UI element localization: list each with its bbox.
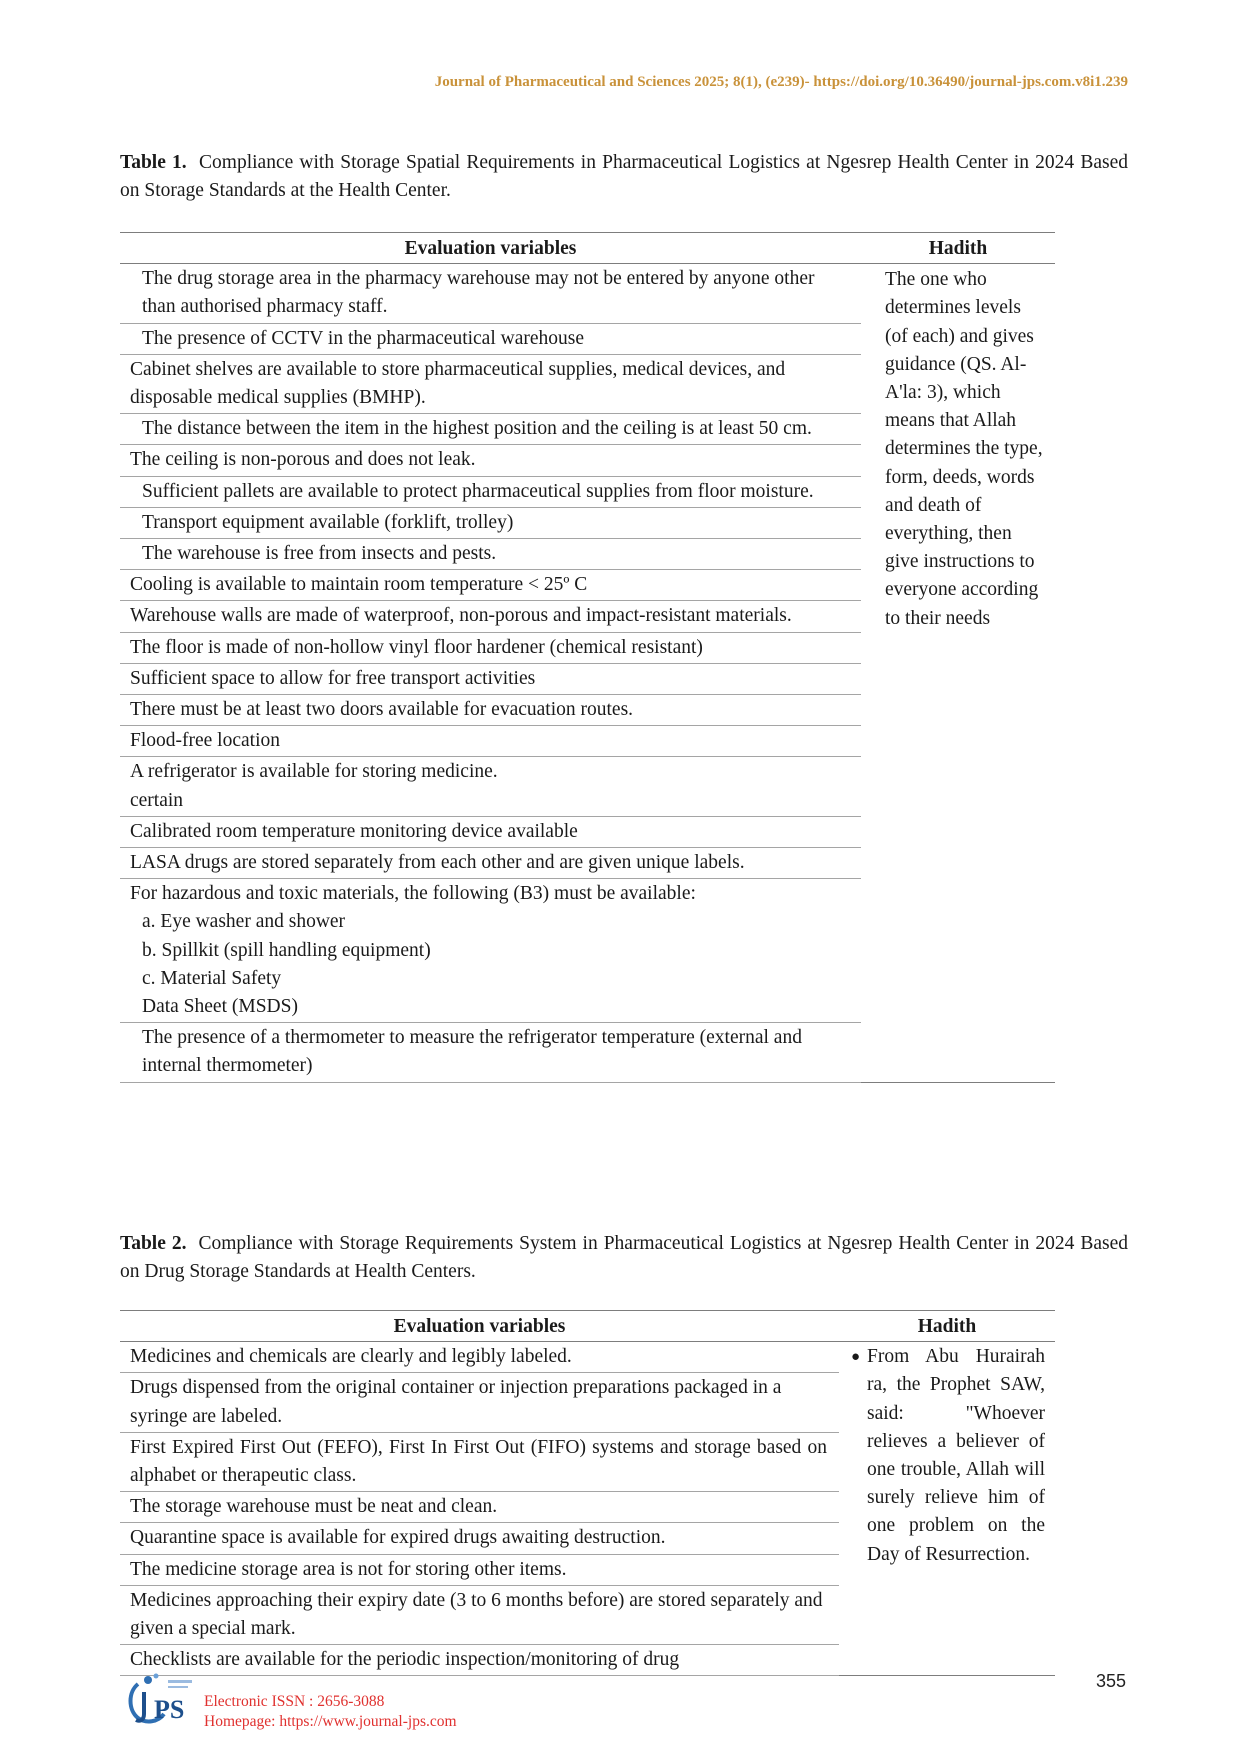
- table1: [120, 232, 1055, 1083]
- running-head: Journal of Pharmaceutical and Sciences 2025; 8(1), (e239)- https://doi.org/10.36490/journal-jps.com.v8i1.239: [434, 74, 1128, 90]
- table2-cell-variable: Checklists are available for the periodic inspection/monitoring of drug: [120, 1645, 839, 1676]
- bullet-icon: ●: [851, 1349, 861, 1366]
- table1-cell-variable: The presence of a thermometer to measure the refrigerator temperature (external and internal thermometer): [120, 1023, 861, 1082]
- table2-caption-text: Compliance with Storage Requirements System in Pharmaceutical Logistics at Ngesrep Health Center in 2024 Based on Drug Storage Standards at Health Centers.: [120, 1233, 1129, 1282]
- table1-line: Data Sheet (MSDS): [142, 996, 298, 1018]
- footer-info: [204, 1692, 457, 1732]
- table-row: [120, 264, 1055, 323]
- table2-cell-variable: The medicine storage area is not for storing other items.: [120, 1554, 839, 1585]
- table2-cell-variable: First Expired First Out (FEFO), First In First Out (FIFO) systems and storage based on alphabet or therapeutic class.: [120, 1432, 839, 1491]
- table1-cell-variable: [120, 757, 861, 816]
- table1-cell-variable: The distance between the item in the highest position and the ceiling is at least 50 cm.: [120, 414, 861, 445]
- table1-cell-variable: The ceiling is non-porous and does not leak.: [120, 445, 861, 476]
- table1-cell-variable: Sufficient space to allow for free transport activities: [120, 663, 861, 694]
- table1-line: For hazardous and toxic materials, the following (B3) must be available:: [130, 883, 696, 905]
- table2-header-row: [120, 1311, 1055, 1342]
- table1-cell-variable: There must be at least two doors available for evacuation routes.: [120, 695, 861, 726]
- table1-line: c. Material Safety: [142, 967, 282, 989]
- table2-cell-variable: Medicines approaching their expiry date (3 to 6 months before) are stored separately and given a special mark.: [120, 1585, 839, 1644]
- table1-cell-variable: Warehouse walls are made of waterproof, non-porous and impact-resistant materials.: [120, 601, 861, 632]
- table1-cell-variable: The presence of CCTV in the pharmaceutical warehouse: [120, 323, 861, 354]
- table1-cell-variable: Cabinet shelves are available to store pharmaceutical supplies, medical devices, and disposable medical supplies (BMHP).: [120, 354, 861, 413]
- table-row: [120, 1342, 1055, 1373]
- table1-line: a. Eye washer and shower: [142, 911, 346, 933]
- table1-cell-variable: The floor is made of non-hollow vinyl floor hardener (chemical resistant): [120, 632, 861, 663]
- table2-cell-variable: Drugs dispensed from the original container or injection preparations packaged in a syringe are labeled.: [120, 1373, 839, 1432]
- footer-homepage: Homepage: https://www.journal-jps.com: [204, 1713, 457, 1730]
- table2-cell-variable: Quarantine space is available for expired drugs awaiting destruction.: [120, 1523, 839, 1554]
- table2: [120, 1310, 1055, 1676]
- table1-line: certain: [130, 789, 184, 811]
- table1-header-row: [120, 233, 1055, 264]
- table1-cell-variable: Transport equipment available (forklift, trolley): [120, 507, 861, 538]
- table2-cell-variable: The storage warehouse must be neat and clean.: [120, 1492, 839, 1523]
- table1-cell-variable: Flood-free location: [120, 726, 861, 757]
- table2-caption: [120, 1230, 1128, 1286]
- table1-cell-hadith: [861, 264, 1055, 1082]
- table1-cell-variable: Calibrated room temperature monitoring device available: [120, 816, 861, 847]
- table1-line: b. Spillkit (spill handling equipment): [142, 939, 431, 961]
- table1-label: Table 1.: [120, 152, 187, 173]
- table1-cell-variable: LASA drugs are stored separately from each other and are given unique labels.: [120, 848, 861, 879]
- table1-cell-variable: Sufficient pallets are available to protect pharmaceutical supplies from floor moisture.: [120, 476, 861, 507]
- table2-hadith-text: From Abu Hurairah ra, the Prophet SAW, said: "Whoever relieves a believer of one trouble, Allah will surely relieve him of one problem on the Day of Resurrection.: [867, 1346, 1045, 1565]
- table2-hadith-item: [851, 1342, 1045, 1569]
- svg-text:PS: PS: [154, 1695, 185, 1724]
- table2-header-hadith: Hadith: [839, 1311, 1055, 1342]
- table1-caption: [120, 149, 1128, 205]
- table2-cell-hadith: [839, 1342, 1055, 1676]
- table1-hadith-text: The one who determines levels (of each) and gives guidance (QS. Al-A'la: 3), which means that Allah determines the type, form, deeds, words and death of everything, then give instructions to everyone according to their needs: [885, 269, 1043, 629]
- table1-cell-variable: [120, 879, 861, 1023]
- table1-cell-variable: Cooling is available to maintain room temperature < 25º C: [120, 570, 861, 601]
- page-number: 355: [1096, 1671, 1127, 1691]
- footer-issn: Electronic ISSN : 2656-3088: [204, 1693, 385, 1710]
- table1-header-variables: Evaluation variables: [120, 233, 861, 264]
- table2-label: Table 2.: [120, 1233, 187, 1254]
- table2-cell-variable: Medicines and chemicals are clearly and legibly labeled.: [120, 1342, 839, 1373]
- table1-caption-text: Compliance with Storage Spatial Requirements in Pharmaceutical Logistics at Ngesrep Health Center in 2024 Based on Storage Standards at the Health Center.: [120, 152, 1129, 201]
- table2-header-variables: Evaluation variables: [120, 1311, 839, 1342]
- table1-cell-variable: The drug storage area in the pharmacy warehouse may not be entered by anyone other than authorised pharmacy staff.: [120, 264, 861, 323]
- table1-line: A refrigerator is available for storing medicine.: [130, 761, 498, 783]
- table1-cell-variable: The warehouse is free from insects and pests.: [120, 539, 861, 570]
- journal-logo: [124, 1670, 202, 1730]
- table1-header-hadith: Hadith: [861, 233, 1055, 264]
